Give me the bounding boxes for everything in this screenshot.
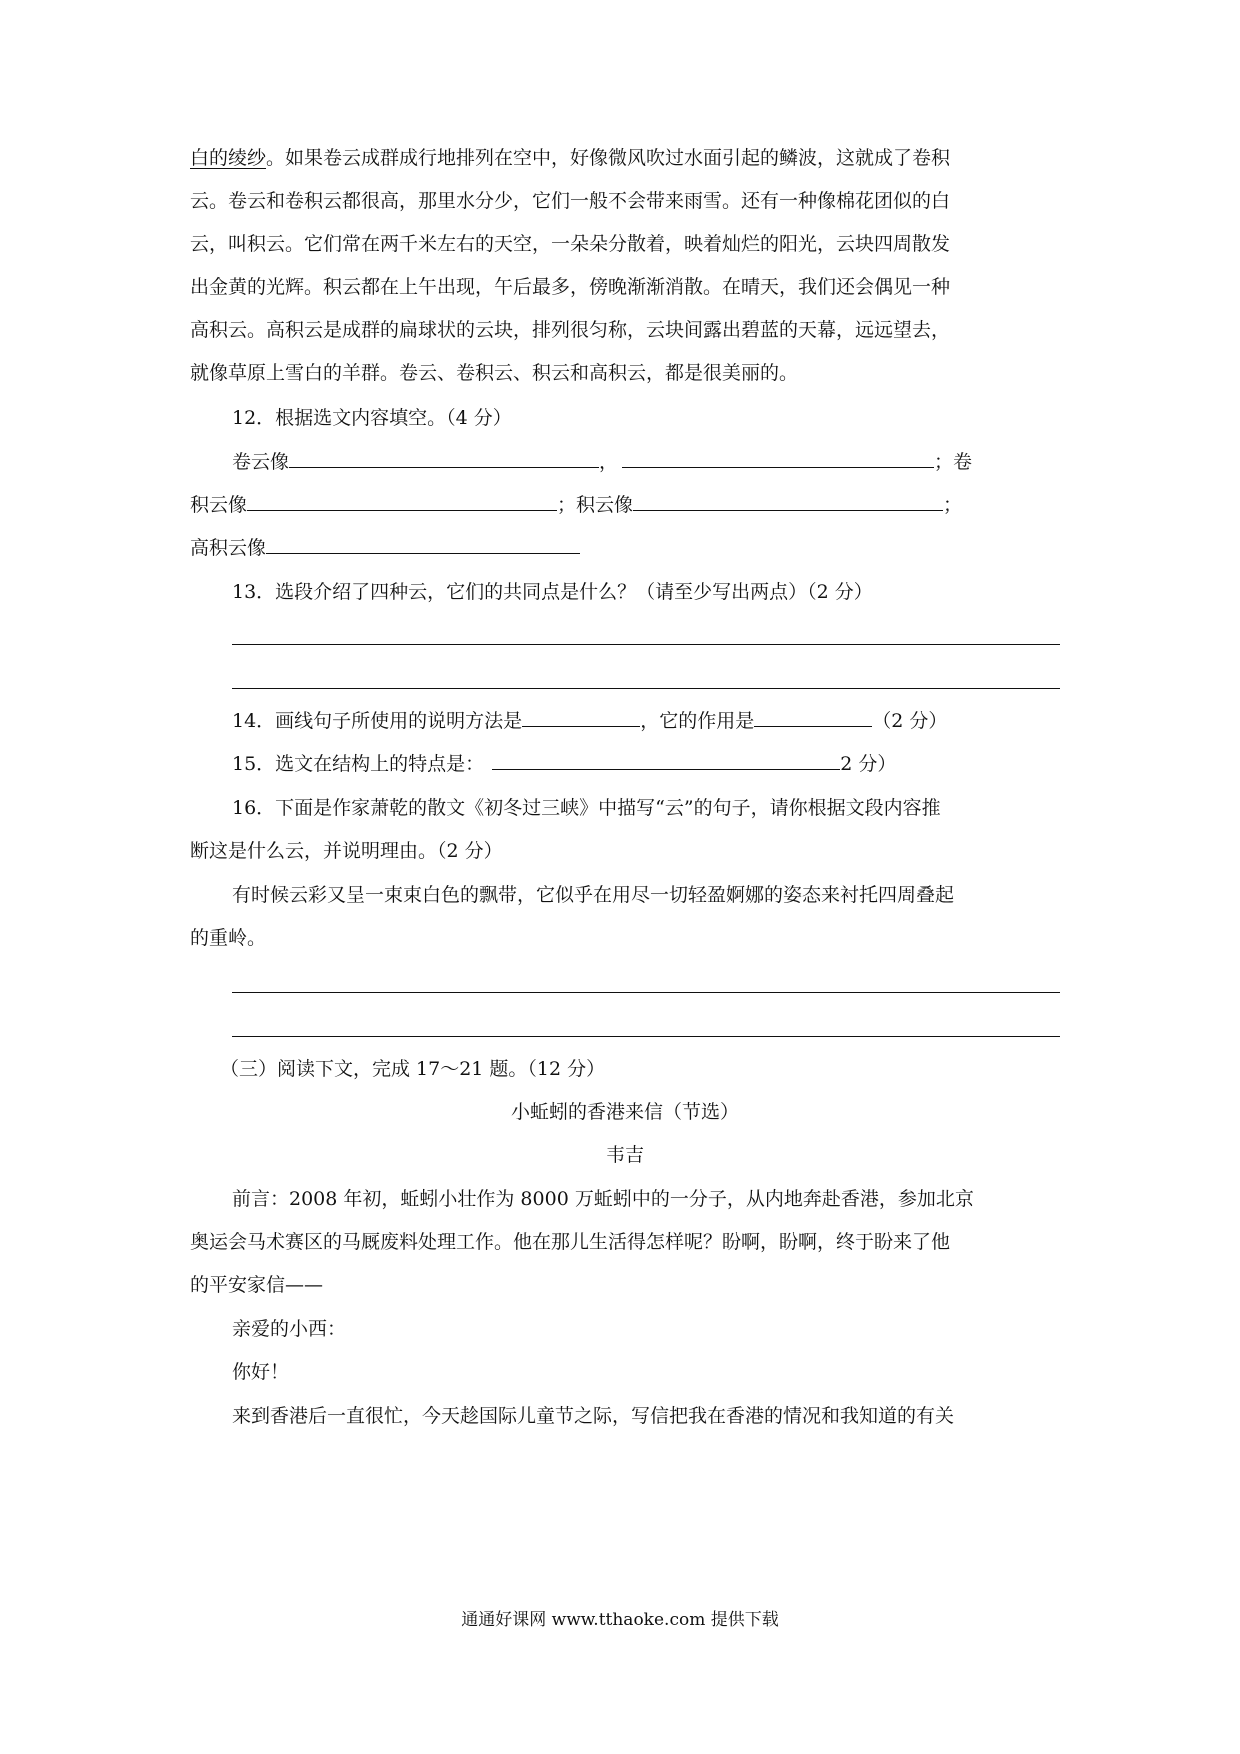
question-12-row-3 xyxy=(190,533,580,561)
question-12-row-1 xyxy=(232,447,972,475)
q15-text-2: 2 分） xyxy=(840,753,897,775)
q12-blank-5[interactable] xyxy=(266,533,580,554)
q15-blank[interactable] xyxy=(492,749,840,770)
passage-line-6: 就像草原上雪白的羊群。卷云、卷积云、积云和高积云，都是很美丽的。 xyxy=(190,362,799,384)
preface-line-1: 前言：2008 年初，蚯蚓小壮作为 8000 万蚯蚓中的一分子，从内地奔赴香港，参加北京 xyxy=(232,1188,974,1210)
q12-semicolon-juan: ；卷 xyxy=(934,451,973,473)
underlined-sentence: 白的绫纱 xyxy=(190,147,267,169)
q12-label-gaojiyun: 高积云像 xyxy=(190,537,267,559)
preface-line-2: 奥运会马术赛区的马厩废料处理工作。他在那儿生活得怎样呢？盼啊，盼啊，终于盼来了他 xyxy=(190,1231,951,1253)
q16-quote-line-1: 有时候云彩又呈一束束白色的飘带，它似乎在用尽一切轻盈婀娜的姿态来衬托四周叠起 xyxy=(232,884,955,906)
passage-line-2: 云。卷云和卷积云都很高，那里水分少，它们一般不会带来雨雪。还有一种像棉花团似的白 xyxy=(190,190,951,212)
article-author: 韦吉 xyxy=(605,1144,644,1166)
question-15 xyxy=(232,749,896,777)
preface-line-3: 的平安家信—— xyxy=(190,1274,324,1296)
letter-body-line-1: 来到香港后一直很忙，今天趁国际儿童节之际，写信把我在香港的情况和我知道的有关 xyxy=(232,1405,955,1427)
q14-text-2: ，它的作用是 xyxy=(640,710,755,732)
question-16-line-2: 断这是什么云，并说明理由。（2 分） xyxy=(190,840,503,862)
q14-blank-effect[interactable] xyxy=(754,706,872,727)
question-12-title: 12．根据选文内容填空。（4 分） xyxy=(232,407,512,429)
passage-line-1-rest: 。如果卷云成群成行地排列在空中，好像微风吹过水面引起的鳞波，这就成了卷积 xyxy=(266,147,951,169)
q13-answer-line-2[interactable] xyxy=(232,688,1060,689)
q12-label-jiyun: 积云像 xyxy=(576,494,634,516)
q12-semicolon-1: ； xyxy=(557,494,577,516)
q16-quote-line-2: 的重岭。 xyxy=(190,927,267,949)
passage-line-5: 高积云。高积云是成群的扁球状的云块，排列很匀称，云块间露出碧蓝的天幕，远远望去， xyxy=(190,319,951,341)
page-footer: 通通好课网 www.tthaoke.com 提供下载 xyxy=(461,1610,779,1630)
question-12-row-2 xyxy=(190,490,962,518)
q13-answer-line-1[interactable] xyxy=(232,644,1060,645)
q12-blank-2[interactable] xyxy=(622,447,934,468)
q14-text-3: （2 分） xyxy=(872,710,948,732)
letter-greeting: 你好！ xyxy=(232,1361,290,1383)
q12-blank-1[interactable] xyxy=(289,447,599,468)
question-14 xyxy=(232,706,947,734)
letter-salutation: 亲爱的小西： xyxy=(232,1318,347,1340)
q12-blank-3[interactable] xyxy=(247,490,557,511)
q12-blank-4[interactable] xyxy=(633,490,943,511)
passage-line-3: 云，叫积云。它们常在两千米左右的天空，一朵朵分散着，映着灿烂的阳光，云块四周散发 xyxy=(190,233,951,255)
passage-line-4: 出金黄的光辉。积云都在上午出现，午后最多，傍晚渐渐消散。在晴天，我们还会偶见一种 xyxy=(190,276,951,298)
q14-blank-method[interactable] xyxy=(522,706,640,727)
q12-semicolon-2: ； xyxy=(943,494,963,516)
section-3-heading: （三）阅读下文，完成 17～21 题。（12 分） xyxy=(220,1058,606,1080)
q15-text-1: 15．选文在结构上的特点是： xyxy=(232,753,485,775)
q16-answer-line-2[interactable] xyxy=(232,1036,1060,1037)
question-16-line-1: 16．下面是作家萧乾的散文《初冬过三峡》中描写“云”的句子，请你根据文段内容推 xyxy=(232,797,941,819)
q12-label-juanjiyun: 积云像 xyxy=(190,494,248,516)
q14-text-1: 14．画线句子所使用的说明方法是 xyxy=(232,710,523,732)
q16-answer-line-1[interactable] xyxy=(232,992,1060,993)
article-title: 小蚯蚓的香港来信（节选） xyxy=(510,1101,739,1123)
question-13-title: 13．选段介绍了四种云，它们的共同点是什么？（请至少写出两点）（2 分） xyxy=(232,581,873,603)
passage-line-1 xyxy=(190,144,950,172)
q12-comma: ， xyxy=(599,451,619,473)
q12-label-juanyun: 卷云像 xyxy=(232,451,290,473)
